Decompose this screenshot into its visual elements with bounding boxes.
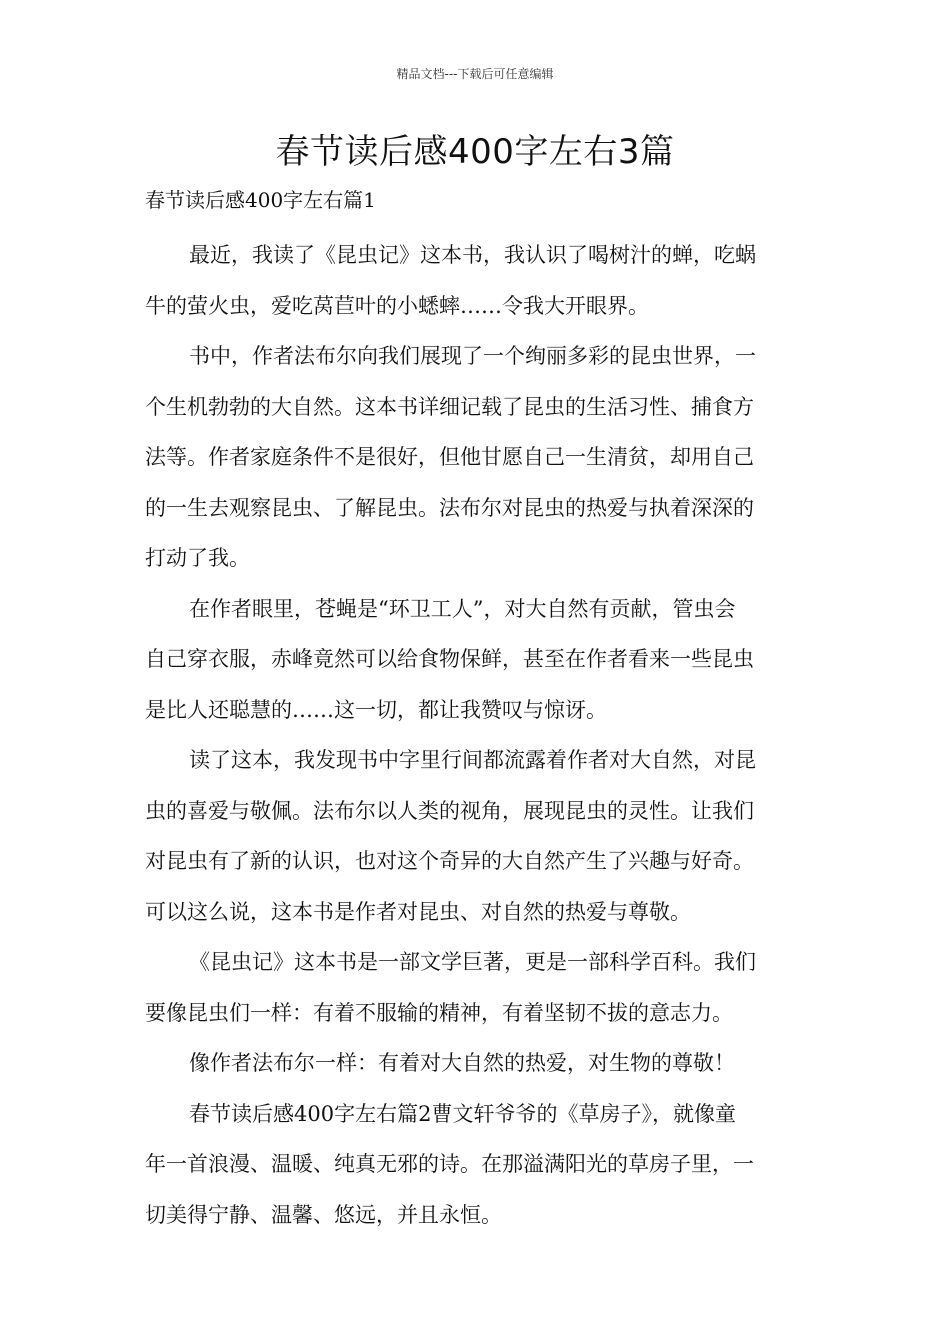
text-line: 可以这么说，这本书是作者对昆虫、对自然的热爱与尊敬。	[145, 899, 691, 924]
page-header: 精品文档---下载后可任意编辑	[396, 67, 554, 81]
text-line: 打动了我。	[145, 546, 250, 570]
text-line: 法等。作者家庭条件不是很好，但他甘愿自己一生清贫，却用自己	[145, 445, 754, 469]
paragraph	[145, 1038, 805, 1089]
text-line: 在作者眼里，苍蝇是“环卫工人”，对大自然有贡献，管虫会	[189, 596, 736, 621]
paragraph	[145, 230, 805, 331]
text-line: 最近，我读了《昆虫记》这本书，我认识了喝树汁的蝉，吃蜗	[189, 243, 756, 267]
text-line: 像作者法布尔一样：有着对大自然的热爱，对生物的尊敬！	[189, 1051, 735, 1075]
text-line: 年一首浪漫、温暖、纯真无邪的诗。在那溢满阳光的草房子里，一	[145, 1152, 754, 1176]
paragraph	[145, 331, 805, 584]
text-line: 是比人还聪慧的……这一切，都让我赞叹与惊讶。	[145, 697, 607, 722]
text-line: 牛的萤火虫，爱吃莴苣叶的小蟋蟀……令我大开眼界。	[145, 293, 649, 318]
document-title: 春节读后感400字左右3篇	[275, 132, 675, 172]
section-heading: 春节读后感400字左右篇1	[145, 188, 376, 212]
text-line: 自己穿衣服，赤峰竟然可以给食物保鲜，甚至在作者看来一些昆虫	[145, 647, 754, 671]
paragraph	[145, 735, 805, 937]
text-line: 要像昆虫们一样：有着不服输的精神，有着坚韧不拔的意志力。	[145, 1000, 733, 1025]
text-line: 虫的喜爱与敬佩。法布尔以人类的视角，展现昆虫的灵性。让我们	[145, 798, 754, 823]
text-line: 个生机勃勃的大自然。这本书详细记载了昆虫的生活习性、捕食方	[145, 394, 754, 419]
paragraph	[145, 584, 805, 736]
document-body	[145, 230, 805, 1240]
paragraph	[145, 1089, 805, 1241]
text-line: 对昆虫有了新的认识，也对这个奇异的大自然产生了兴趣与好奇。	[145, 849, 754, 873]
text-line: 春节读后感400字左右篇2曹文轩爷爷的《草房子》，就像童	[189, 1101, 736, 1126]
text-line: 《昆虫记》这本书是一部文学巨著，更是一部科学百科。我们	[189, 950, 756, 974]
text-line: 的一生去观察昆虫、了解昆虫。法布尔对昆虫的热爱与执着深深的	[145, 495, 754, 520]
text-line: 读了这本，我发现书中字里行间都流露着作者对大自然，对昆	[189, 748, 756, 772]
paragraph	[145, 937, 805, 1038]
text-line: 切美得宁静、温馨、悠远，并且永恒。	[145, 1202, 502, 1227]
text-line: 书中，作者法布尔向我们展现了一个绚丽多彩的昆虫世界，一	[189, 344, 756, 368]
